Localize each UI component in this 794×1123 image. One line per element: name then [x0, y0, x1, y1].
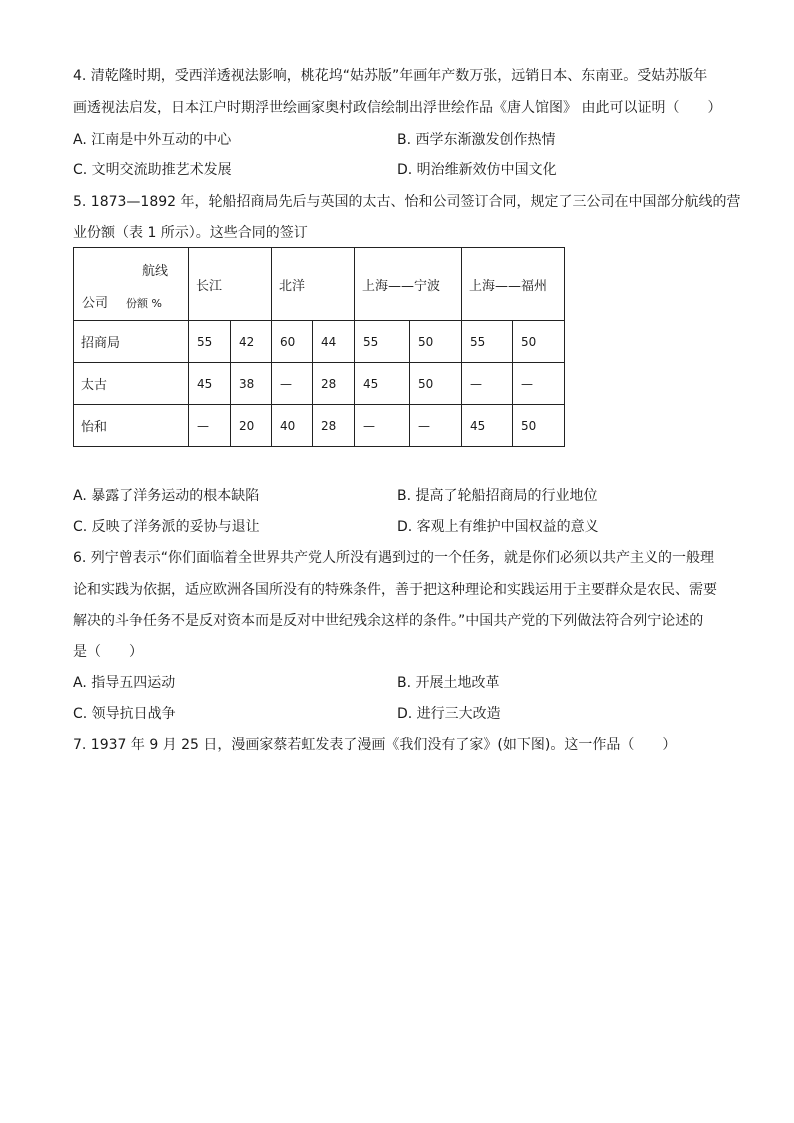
share-cell: 50 — [410, 363, 462, 405]
table-row — [74, 363, 565, 405]
share-cell: — — [410, 405, 462, 447]
share-cell: 40 — [272, 405, 313, 447]
share-cell: — — [355, 405, 410, 447]
corner-unit-label: 份额 % — [126, 297, 162, 310]
share-cell: 50 — [513, 405, 565, 447]
share-cell: 55 — [355, 321, 410, 363]
q4-option-b: B. 西学东渐激发创作热情 — [397, 132, 556, 148]
share-cell: — — [272, 363, 313, 405]
share-cell: — — [462, 363, 513, 405]
q5-option-d: D. 客观上有维护中国权益的意义 — [397, 519, 599, 535]
share-cell: 28 — [313, 405, 355, 447]
share-cell: 38 — [231, 363, 272, 405]
share-cell: 45 — [355, 363, 410, 405]
share-cell: 55 — [189, 321, 231, 363]
q6-option-c: C. 领导抗日战争 — [73, 706, 176, 722]
q4-option-c: C. 文明交流助推艺术发展 — [73, 162, 232, 178]
q6-option-a: A. 指导五四运动 — [73, 675, 176, 691]
share-cell: 42 — [231, 321, 272, 363]
q4-stem-line-2: 画透视法启发，日本江户时期浮世绘画家奥村政信绘制出浮世绘作品《唐人馆图》 由此可以证明（ ） — [73, 100, 722, 116]
table-row — [74, 405, 565, 447]
share-cell: 45 — [189, 363, 231, 405]
company-cell: 招商局 — [74, 321, 189, 363]
q6-stem-line-1: 6. 列宁曾表示“你们面临着全世界共产党人所没有遇到过的一个任务，就是你们必须以共产主义的一般理 — [73, 550, 715, 566]
q6-stem-line-2: 论和实践为依据，适应欧洲各国所没有的特殊条件，善于把这种理论和实践运用于主要群众是农民、需要 — [73, 582, 717, 598]
company-cell: 怡和 — [74, 405, 189, 447]
q6-stem-line-3: 解决的斗争任务不是反对资本而是反对中世纪残余这样的条件。”中国共产党的下列做法符合列宁论述的 — [73, 613, 704, 629]
q5-stem-line-1: 5. 1873—1892 年，轮船招商局先后与英国的太古、怡和公司签订合同，规定了三公司在中国部分航线的营 — [73, 194, 741, 210]
q5-option-c: C. 反映了洋务派的妥协与退让 — [73, 519, 260, 535]
corner-company-label: 公司 份额 % — [82, 296, 162, 311]
company-cell: 太古 — [74, 363, 189, 405]
shipping-share-table — [73, 247, 565, 447]
share-cell: 50 — [513, 321, 565, 363]
share-cell: — — [189, 405, 231, 447]
q5-option-a: A. 暴露了洋务运动的根本缺陷 — [73, 488, 260, 504]
share-cell: 28 — [313, 363, 355, 405]
route-header-changjiang: 长江 — [189, 248, 272, 321]
q4-stem-line-1: 4. 清乾隆时期，受西洋透视法影响，桃花坞“姑苏版”年画年产数万张，远销日本、东南亚。受姑苏版年 — [73, 68, 708, 84]
route-header-shanghai-ningbo: 上海——宁波 — [355, 248, 462, 321]
table-corner-cell — [74, 248, 189, 321]
q4-option-d: D. 明治维新效仿中国文化 — [397, 162, 557, 178]
share-cell: 55 — [462, 321, 513, 363]
share-cell: 50 — [410, 321, 462, 363]
q6-option-b: B. 开展土地改革 — [397, 675, 500, 691]
share-cell: 20 — [231, 405, 272, 447]
share-cell: 45 — [462, 405, 513, 447]
route-header-beiyang: 北洋 — [272, 248, 355, 321]
table-row — [74, 321, 565, 363]
q4-option-a: A. 江南是中外互动的中心 — [73, 132, 232, 148]
q6-option-d: D. 进行三大改造 — [397, 706, 501, 722]
share-cell: — — [513, 363, 565, 405]
q7-stem-line-1: 7. 1937 年 9 月 25 日，漫画家蔡若虹发表了漫画《我们没有了家》(如下图)。这一作品（ ） — [73, 737, 677, 753]
corner-route-label: 航线 — [141, 264, 168, 279]
route-header-shanghai-fuzhou: 上海——福州 — [462, 248, 565, 321]
share-cell: 44 — [313, 321, 355, 363]
share-cell: 60 — [272, 321, 313, 363]
q6-stem-line-4: 是（ ） — [73, 644, 143, 660]
q5-option-b: B. 提高了轮船招商局的行业地位 — [397, 488, 598, 504]
q5-stem-line-2: 业份额（表 1 所示）。这些合同的签订 — [73, 225, 308, 241]
